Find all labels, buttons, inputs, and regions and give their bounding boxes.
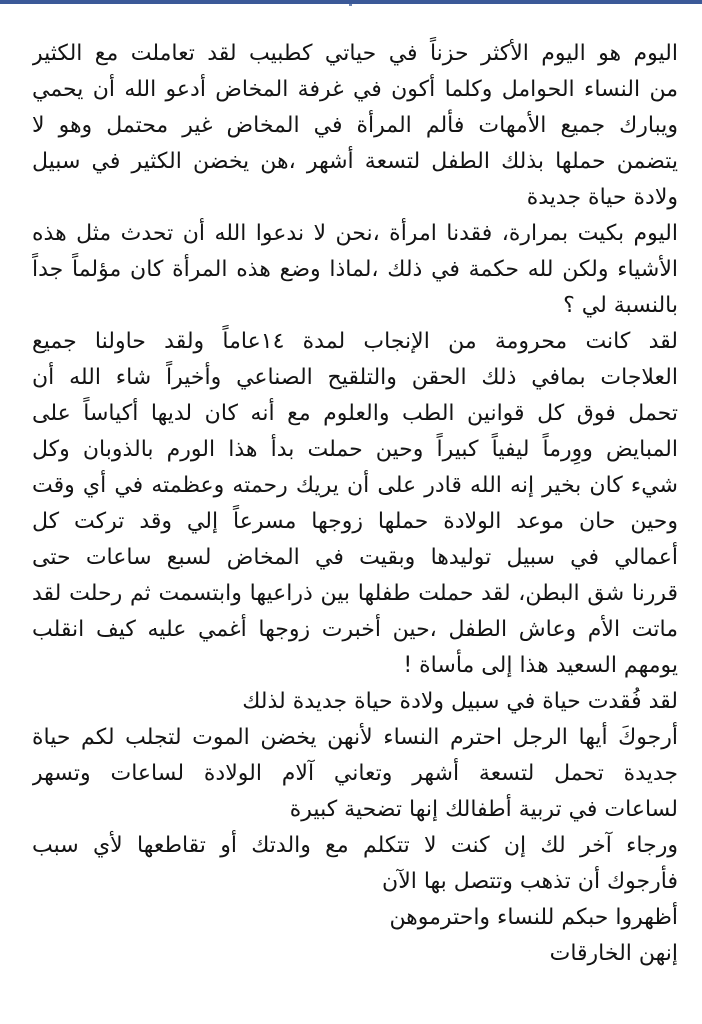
text-line: من النساء الحوامل وكلما أكون في غرفة المخاض أدعو الله أن يحمي: [32, 77, 678, 102]
text-line: اليوم بكيت بمرارة، فقدنا امرأة ،نحن لا ندعوا الله أن تحدث مثل هذه: [32, 221, 678, 246]
header-indicator: [349, 4, 352, 6]
text-line: ماتت الأم وعاش الطفل ،حين أخبرت زوجها أغمي عليه كيف انقلب: [32, 617, 678, 642]
text-line: لقد كانت محرومة من الإنجاب لمدة ١٤عاماً ولقد حاولنا جميع: [32, 329, 678, 354]
text-line: أعمالي في سبيل توليدها وبقيت في المخاض لسبع ساعات حتى: [32, 545, 678, 570]
text-line: الأشياء ولكن لله حكمة في ذلك ،لماذا وضع هذه المرأة كان مؤلماً جداً: [32, 257, 678, 282]
text-line: ويبارك جميع الأمهات فألم المرأة في المخاض غير محتمل وهو لا: [32, 113, 678, 138]
text-line: لقد فُقدت حياة في سبيل ولادة حياة جديدة لذلك: [242, 689, 678, 714]
text-line: فأرجوك أن تذهب وتتصل بها الآن: [382, 869, 678, 894]
text-line: شيء كان بخير إنه الله قادر على أن يريك رحمته وعظمته في أي وقت: [32, 473, 678, 498]
text-line: أرجوكَ أيها الرجل احترم النساء لأنهن يخضن الموت لتجلب لكم حياة: [32, 725, 678, 750]
text-line: قررنا شق البطن، لقد حملت طفلها بين ذراعيها وابتسمت ثم رحلت لقد: [32, 581, 678, 606]
text-line: تحمل فوق كل قوانين الطب والعلوم مع أنه كان لديها أكياساً على: [32, 401, 678, 426]
text-line: اليوم هو اليوم الأكثر حزناً في حياتي كطبيب لقد تعاملت مع الكثير: [32, 41, 678, 66]
text-line: جديدة تحمل لتسعة أشهر وتعاني آلام الولادة لساعات وتسهر: [32, 761, 678, 786]
text-line: المبايض ووِرماً ليفياً كبيراً وحين حملت بدأ هذا الورم بالذوبان وكل: [32, 437, 678, 462]
text-line: إنهن الخارقات: [549, 941, 678, 966]
text-line: يتضمن حملها بذلك الطفل لتسعة أشهر ،هن يخضن الكثير في سبيل: [32, 149, 678, 174]
text-line: ولادة حياة جديدة: [526, 185, 678, 210]
text-line: بالنسبة لي ؟: [563, 293, 678, 318]
text-line: وحين حان موعد الولادة حملها زوجها مسرعاً إلي وقد تركت كل: [32, 509, 678, 534]
text-line: يومهم السعيد هذا إلى مأساة !: [403, 653, 678, 678]
text-line: ورجاء آخر لك إن كنت لا تتكلم مع والدتك أو تقاطعها لأي سبب: [32, 833, 678, 858]
text-line: العلاجات بمافي ذلك الحقن والتلقيح الصناعي وأخيراً شاء الله أن: [32, 365, 678, 390]
text-line: أظهروا حبكم للنساء واحترموهن: [389, 905, 678, 930]
text-line: لساعات في تربية أطفالك إنها تضحية كبيرة: [289, 797, 678, 822]
